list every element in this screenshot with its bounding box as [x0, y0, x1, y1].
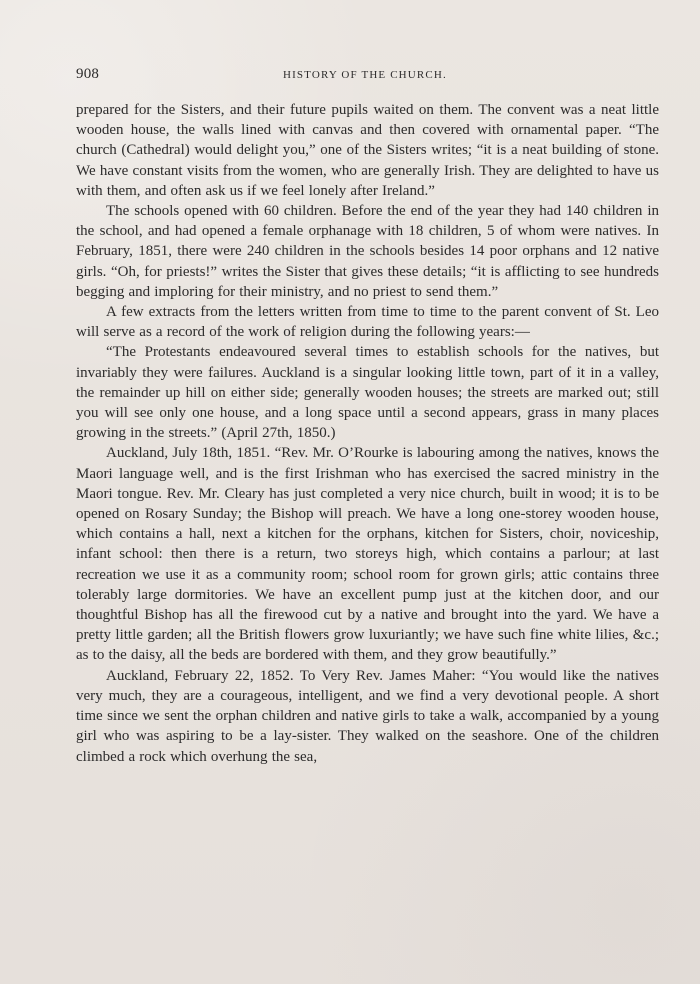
page-body-text	[76, 100, 659, 767]
paragraph-3: A few extracts from the letters written from time to time to the parent convent of St. Leo will serve as a record of the work of religion during the following years:—	[76, 304, 659, 341]
paragraph-1: prepared for the Sisters, and their future pupils waited on them. The convent was a neat little wooden house, the walls lined with canvas and then covered with ornamental paper. “The church (Cathedral) would delight you,” one of the Sisters writes; “it is a neat building of stone. We have constant visits from the women, who are generally Irish. They are delighted to have us with them, and often ask us if we feel lonely after Ireland.”	[76, 102, 659, 199]
paragraph-2: The schools opened with 60 children. Before the end of the year they had 140 children in the school, and had opened a female orphanage with 18 children, 5 of whom were natives. In February, 1851, there were 240 children in the schools besides 14 poor orphans and 12 native girls. “Oh, for priests!” writes the Sister that gives these details; “it is afflicting to see hundreds begging and imploring for their ministry, and no priest to send them.”	[76, 203, 659, 300]
page-number: 908	[76, 66, 100, 82]
paragraph-6: Auckland, February 22, 1852. To Very Rev. James Maher: “You would like the natives very much, they are a courageous, intelligent, and we find a very devotional people. A short time since we sent the orphan children and native girls to take a walk, accompanied by a young girl who was aspiring to be a lay-sister. They walked on the seashore. One of the children climbed a rock which overhung the sea,	[76, 667, 659, 765]
paragraph-5: Auckland, July 18th, 1851. “Rev. Mr. O’Rourke is labouring among the natives, knows the Maori language well, and is the first Irishman who has exercised the sacred ministry in the Maori tongue. Rev. Mr. Cleary has just completed a very nice church, built in wood; it is to be opened on Rosary Sunday; the Bishop will preach. We have a long one-storey wooden house, which contains a hall, next a kitchen for the orphans, kitchen for Sisters, choir, noviceship, infant school: then there is a return, two storeys high, which contains a parlour; at last recreation we use it as a community room; school room for grown girls; attic contains three tolerably large dormitories. We have an excellent pump just at the kitchen door, and our thoughtful Bishop has all the firewood cut by a native and brought into the yard. We have a pretty little garden; all the British flowers grow luxuriantly; we have such fine white lilies, &c.; as to the daisy, all the beds are bordered with them, and they grow beautifully.”	[76, 445, 659, 664]
paragraph-4: “The Protestants endeavoured several times to establish schools for the natives, but invariably they were failures. Auckland is a singular looking little town, part of it in a valley, the remainder up hill on either side; generally wooden houses; the streets are marked out; still you will see only one house, and a long space until a second appears, grass in many places growing in the streets.” (April 27th, 1850.)	[76, 344, 659, 442]
page-header	[76, 66, 659, 86]
running-head: HISTORY OF THE CHURCH.	[283, 69, 447, 81]
